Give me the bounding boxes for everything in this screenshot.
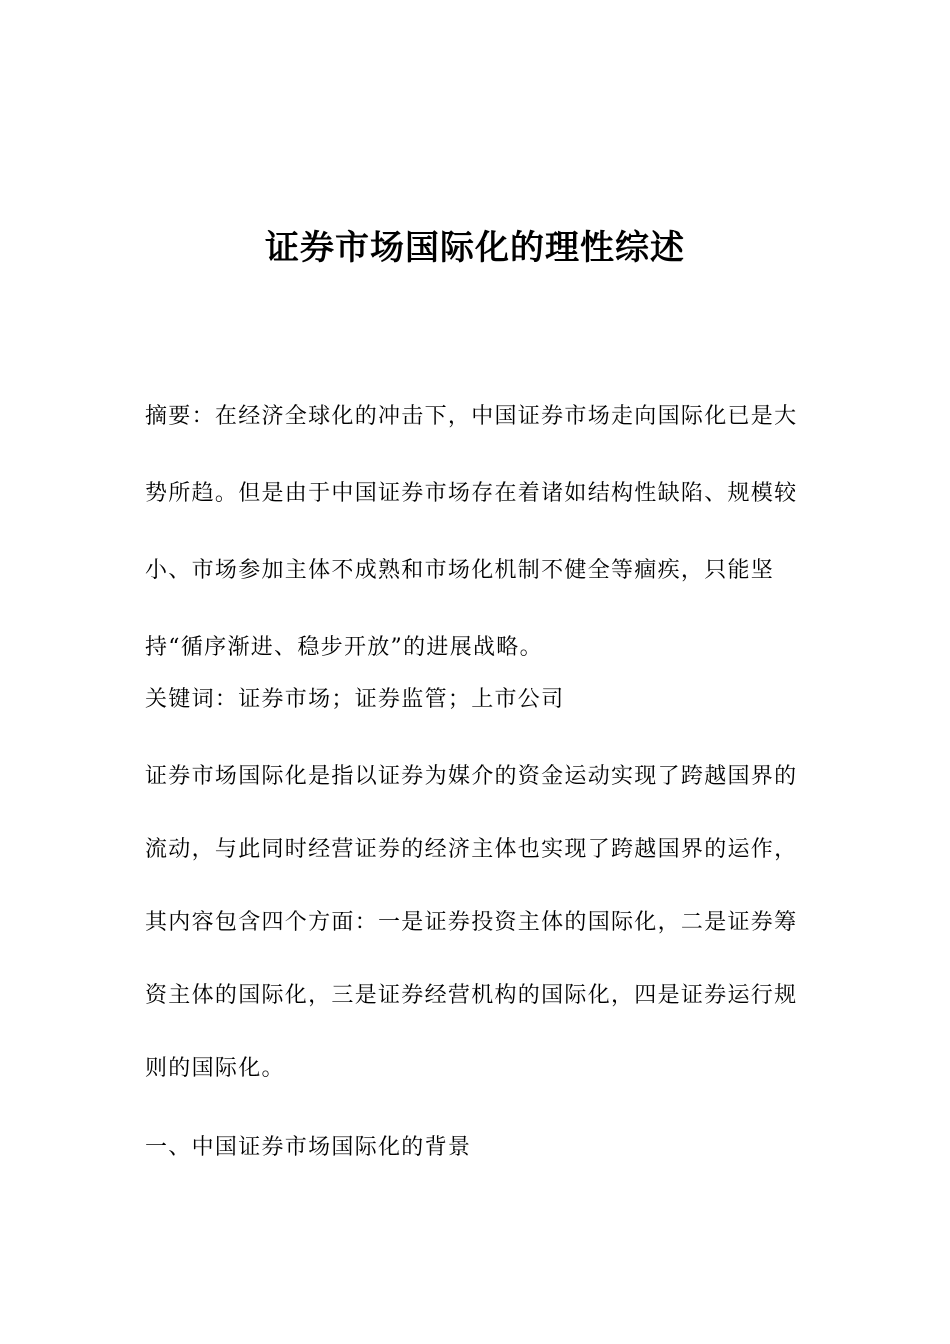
abstract-paragraph: 摘要：在经济全球化的冲击下，中国证券市场走向国际化已是大势所趋。但是由于中国证券市场存在着诸如结构性缺陷、规模较小、市场参加主体不成熟和市场化机制不健全等痼疾，只能坚持“循序渐进、稳步开放”的进展战略。 [145,404,798,660]
document-title: 证券市场国际化的理性综述 [265,228,685,268]
keywords-line: 关键词：证券市场；证券监管；上市公司 [145,687,565,712]
section-heading: 一、中国证券市场国际化的背景 [145,1135,472,1160]
definition-paragraph: 证券市场国际化是指以证券为媒介的资金运动实现了跨越国界的流动，与此同时经营证券的经济主体也实现了跨越国界的运作，其内容包含四个方面：一是证券投资主体的国际化，二是证券筹资主体的国际化，三是证券经营机构的国际化，四是证券运行规则的国际化。 [145,764,798,1081]
